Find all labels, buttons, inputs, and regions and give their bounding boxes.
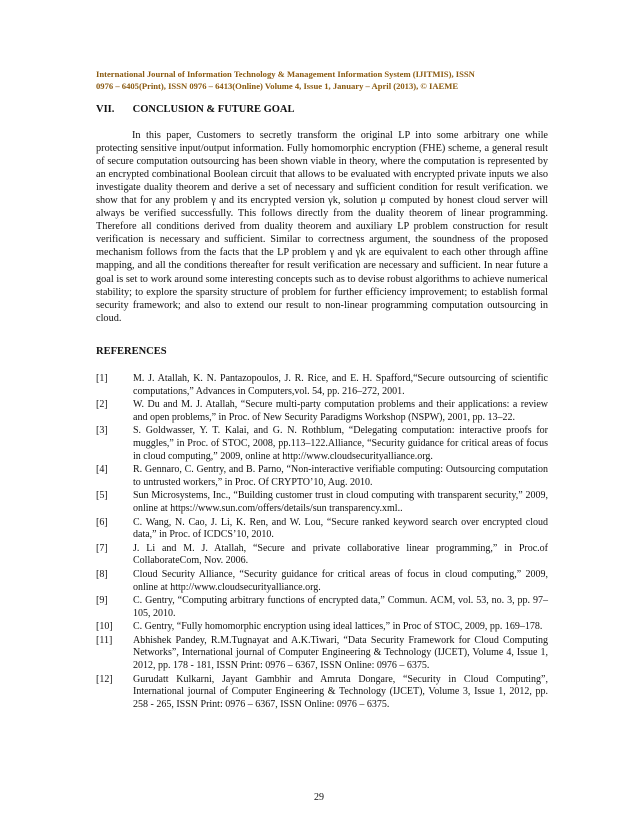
reference-item xyxy=(96,543,548,568)
reference-number: [10] xyxy=(96,621,113,633)
references-list xyxy=(96,373,548,712)
reference-text: C. Gentry, “Computing arbitrary functions of encrypted data,” Commun. ACM, vol. 53, no. 3, pp. 97–105, 2010. xyxy=(133,595,548,619)
reference-text: M. J. Atallah, K. N. Pantazopoulos, J. R. Rice, and E. H. Spafford,“Secure outsourcing of scientific computations,” Advances in Computers,vol. 54, pp. 216–272, 2001. xyxy=(133,373,548,397)
reference-number: [12] xyxy=(96,673,113,685)
reference-text: J. Li and M. J. Atallah, “Secure and private collaborative linear programming,” in Proc.of CollaborateCom, Nov. 2006. xyxy=(133,542,548,567)
reference-item xyxy=(96,425,548,463)
reference-text: Abhishek Pandey, R.M.Tugnayat and A.K.Tiwari, “Data Security Framework for Cloud Computing Networks”, International journal of Computer Engineering & Technology (IJCET), Volume 4, Issue 1, 2012, pp. 178 - 181, ISSN Print: 0976 – 6367, ISSN Online: 0976 – 6375. xyxy=(133,634,548,672)
reference-text: Cloud Security Alliance, “Security guidance for critical areas of focus in cloud computing,” 2009, online at http://www.cloudsecurityalliance.org. xyxy=(133,568,548,593)
reference-text: S. Goldwasser, Y. T. Kalai, and G. N. Rothblum, “Delegating computation: interactive proofs for muggles,” in Proc. of STOC, 2008, pp.113–122.Alliance, “Security guidance for critical areas of focus in cloud computing,” 2009, online at http://www.cloudsecurityalliance.org. xyxy=(133,425,548,462)
reference-item xyxy=(96,464,548,489)
reference-text: W. Du and M. J. Atallah, “Secure multi-party computation problems and their applications: a review and open problems,” in Proc. of New Security Paradigms Workshop (NSPW), 2001, pp. 13–22. xyxy=(133,399,548,423)
reference-number: [7] xyxy=(96,542,108,554)
section-number: VII. xyxy=(96,104,115,115)
page-number: 29 xyxy=(314,792,324,803)
reference-item xyxy=(96,595,548,620)
reference-item xyxy=(96,399,548,424)
section-title: CONCLUSION & FUTURE GOAL xyxy=(132,104,295,115)
references-heading: REFERENCES xyxy=(96,346,167,357)
reference-text: Gurudatt Kulkarni, Jayant Gambhir and Amruta Dongare, “Security in Cloud Computing”, International journal of Computer Engineering & Technology (IJCET), Volume 3, Issue 1, 2012, pp. 258 - 265, ISSN Print: 0976 – 6367, ISSN Online: 0976 – 6375. xyxy=(133,673,548,710)
reference-number: [4] xyxy=(96,464,108,476)
reference-number: [8] xyxy=(96,568,108,580)
reference-item xyxy=(96,490,548,515)
reference-item xyxy=(96,674,548,712)
journal-header-line-2: 0976 – 6405(Print), ISSN 0976 – 6413(Online) Volume 4, Issue 1, January – April (2013), © IAEME xyxy=(96,80,459,91)
reference-number: [5] xyxy=(96,490,108,502)
journal-header-line-1: International Journal of Information Technology & Management Information System (IJITMIS), ISSN xyxy=(96,69,475,79)
reference-item xyxy=(96,621,548,634)
reference-item xyxy=(96,569,548,594)
reference-text: Sun Microsystems, Inc., “Building customer trust in cloud computing with transparent security,” 2009, online at https://www.sun.com/offers/details/sun transparency.xml.. xyxy=(133,490,548,514)
reference-item xyxy=(96,635,548,673)
reference-text: R. Gennaro, C. Gentry, and B. Parno, “Non-interactive verifiable computing: Outsourcing computation to untrusted workers,” in Proc. Of CRYPTO’10, Aug. 2010. xyxy=(133,464,548,488)
section-heading xyxy=(96,104,295,115)
journal-header xyxy=(96,69,548,92)
reference-number: [3] xyxy=(96,425,108,437)
reference-number: [1] xyxy=(96,373,108,384)
reference-number: [11] xyxy=(96,634,113,646)
reference-text: C. Wang, N. Cao, J. Li, K. Ren, and W. Lou, “Secure ranked keyword search over encrypted cloud data,” in Proc. of ICDCS’10, 2010. xyxy=(133,516,548,541)
reference-number: [2] xyxy=(96,399,108,411)
reference-number: [6] xyxy=(96,516,108,528)
reference-text: C. Gentry, “Fully homomorphic encryption using ideal lattices,” in Proc of STOC, 2009, pp. 169–178. xyxy=(133,621,543,633)
reference-number: [9] xyxy=(96,595,108,607)
conclusion-paragraph: In this paper, Customers to secretly transform the original LP into some arbitrary one while protecting sensitive input/output information. Fully homomorphic encryption (FHE) scheme, a general result of secure computation outsourcing has been shown viable in theory, where the computation is represented by an encrypted combinational Boolean circuit that allows to be evaluated with encrypted private inputs we also investigate duality theorem and derive a set of necessary and sufficient condition for result verification. we show that for any problem γ and its encrypted version γk, solution μ computed by honest cloud server will always be verified successfully. This follows directly from the duality theorem of linear programming. Therefore all conditions derived from duality theorem and auxiliary LP problem construction for result verification is necessary and sufficient. Similar to correctness argument, the soundness of the proposed mechanism follows from the facts that the LP problem γ and γk are equivalent to each other through affine mapping, and all the conditions thereafter for result verification are necessary and sufficient. In near future a goal is set to work around some interesting concepts such as to devise robust algorithms to achieve numerical stability; to explore the sparsity structure of problem for further efficiency improvement; to establish formal security framework; and also to extend our result to non-linear programming computation outsourcing in cloud. xyxy=(96,130,548,324)
reference-item xyxy=(96,373,548,398)
reference-item xyxy=(96,517,548,542)
